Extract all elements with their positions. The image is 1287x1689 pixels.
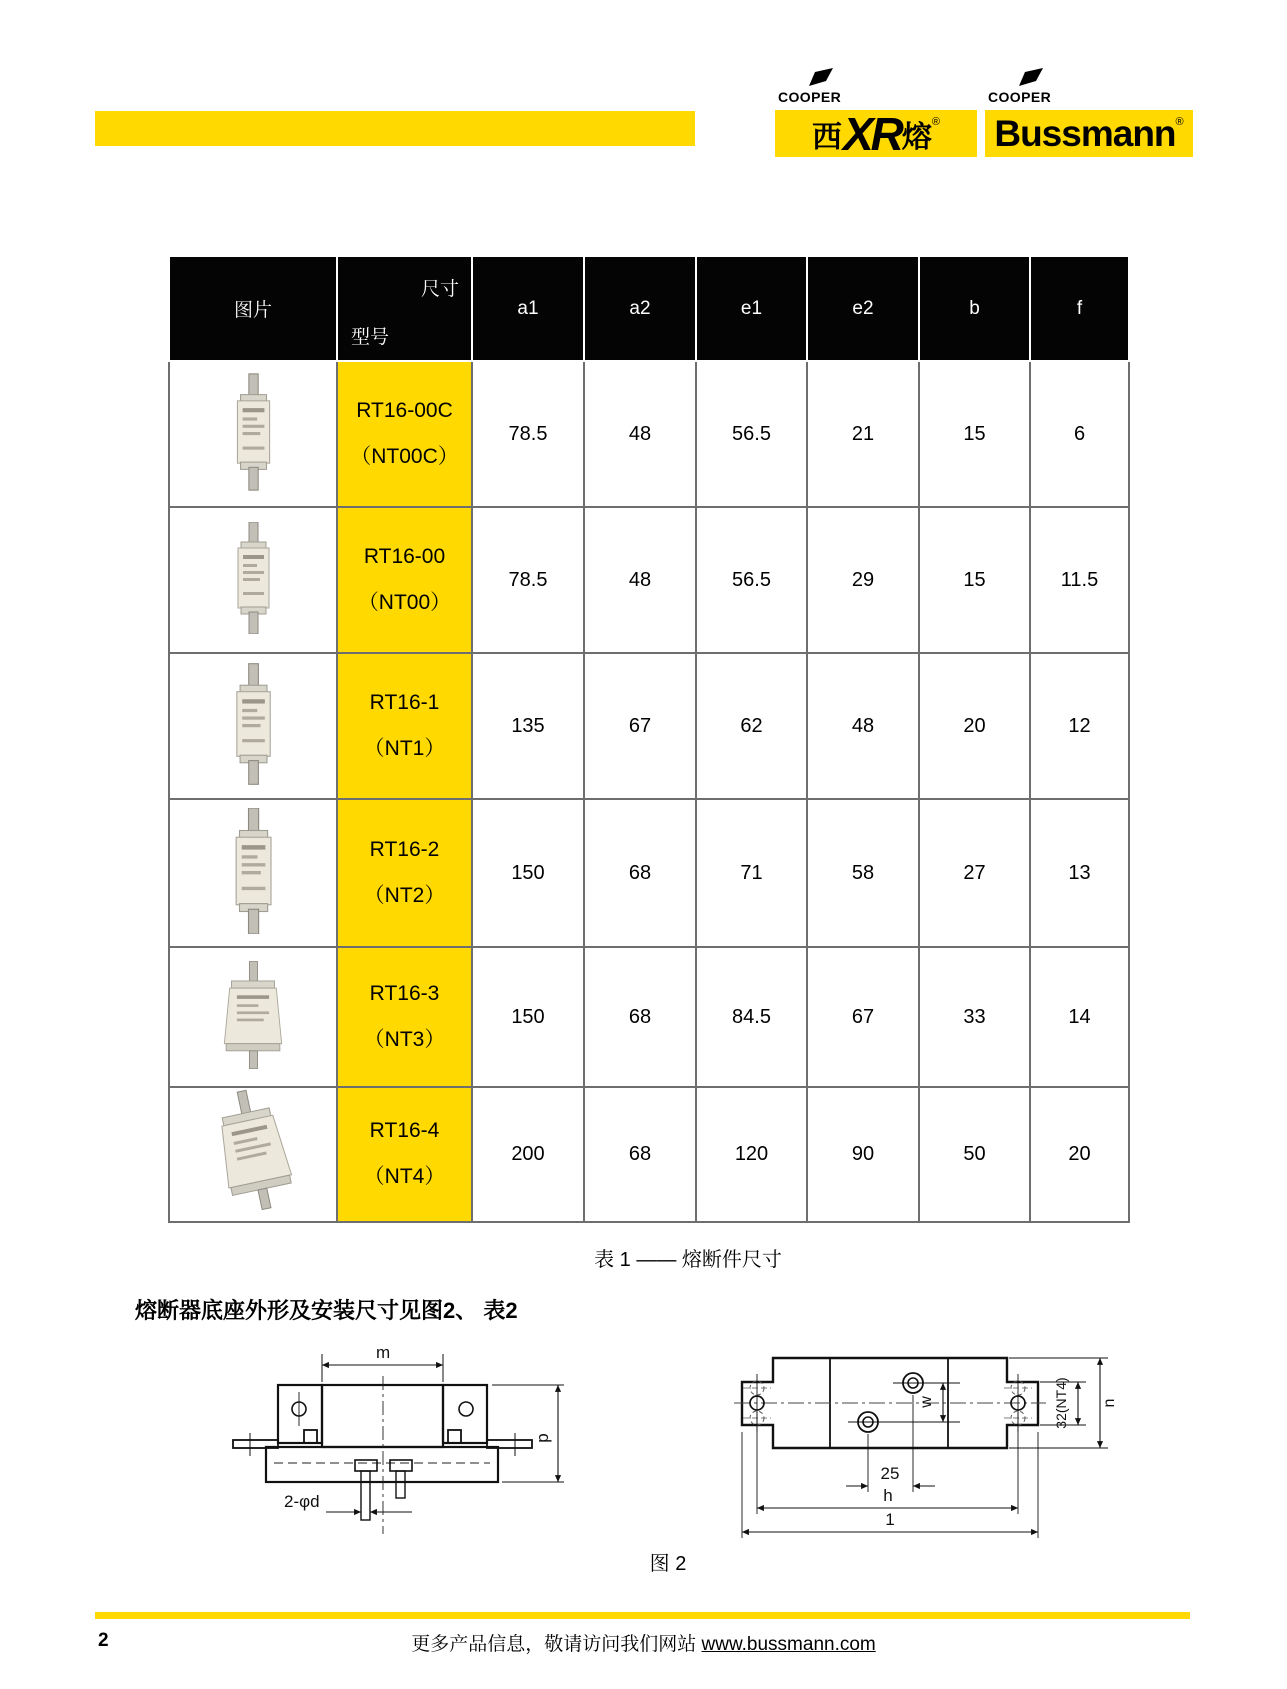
dim-f: 6: [1030, 361, 1129, 507]
dim-label-2-phi-d: 2-φd: [284, 1492, 320, 1511]
dim-a2: 48: [584, 507, 696, 653]
dim-e1: 71: [696, 799, 807, 947]
cooper-wordmark-left: COOPER: [778, 89, 842, 105]
table-row: [169, 799, 1129, 947]
table-row: [169, 507, 1129, 653]
top-yellow-bar: [95, 111, 695, 146]
bussmann-reg: ®: [1175, 115, 1184, 128]
model-cell: [337, 799, 472, 947]
dim-e2: 48: [807, 653, 919, 799]
table-row: [169, 653, 1129, 799]
photo-cell: [169, 361, 337, 507]
dim-a1: 150: [472, 799, 584, 947]
cooper-flag-icon: [1016, 68, 1046, 88]
dim-e2: 58: [807, 799, 919, 947]
dim-b: 15: [919, 507, 1030, 653]
photo-cell: [169, 947, 337, 1087]
dim-e1: 62: [696, 653, 807, 799]
section-heading: 熔断器底座外形及安装尺寸见图2、 表2: [135, 1298, 518, 1323]
photo-cell: [169, 1087, 337, 1222]
dim-b: 27: [919, 799, 1030, 947]
dim-a2: 48: [584, 361, 696, 507]
fuse-photo-rt16-2: [223, 808, 283, 934]
dim-label-h: h: [883, 1486, 893, 1505]
col-header-a2: a2: [584, 256, 696, 361]
dim-label-p: p: [533, 1433, 552, 1443]
col-header-corner: [337, 256, 472, 361]
table-header-row: [169, 256, 1129, 361]
corner-label-size: 尺寸: [420, 279, 459, 300]
dim-e1: 120: [696, 1087, 807, 1222]
dim-label-32nt4: 32(NT4): [1053, 1377, 1069, 1429]
footer-yellow-bar: [95, 1612, 1190, 1619]
dim-a1: 78.5: [472, 507, 584, 653]
dim-b: 15: [919, 361, 1030, 507]
fuse-photo-rt16-00: [227, 522, 279, 634]
fuse-photo-rt16-3: [210, 961, 296, 1069]
model-label: RT16-00: [363, 544, 446, 568]
dim-a2: 68: [584, 947, 696, 1087]
figure2-right-drawing: [650, 1342, 1120, 1547]
dim-e2: 29: [807, 507, 919, 653]
dim-a2: 67: [584, 653, 696, 799]
dim-a1: 78.5: [472, 361, 584, 507]
model-label: RT16-4: [369, 1119, 440, 1142]
nt-label: （NT2）: [363, 883, 446, 907]
model-cell: [337, 507, 472, 653]
model-label: RT16-2: [369, 837, 440, 861]
nt-label: （NT4）: [363, 1165, 446, 1188]
table-row: [169, 1087, 1129, 1222]
fuse-photo-rt16-4: [192, 1088, 314, 1216]
footer-text: 更多产品信息，敬请访问我们网站: [411, 1634, 702, 1655]
xr-logo-reg: ®: [931, 115, 940, 128]
dim-e1: 56.5: [696, 507, 807, 653]
dim-label-m: m: [376, 1343, 391, 1362]
xr-logo-cn-right: 熔: [901, 120, 932, 154]
fuse-dimension-table: [168, 255, 1130, 1223]
model-cell: [337, 653, 472, 799]
model-label: RT16-3: [369, 981, 440, 1005]
dim-e1: 56.5: [696, 361, 807, 507]
nt-label: （NT00C）: [350, 444, 459, 468]
figure2-left-drawing: [200, 1342, 570, 1542]
dim-b: 20: [919, 653, 1030, 799]
fuse-photo-rt16-00c: [226, 373, 280, 491]
model-cell: [337, 1087, 472, 1222]
table-row: [169, 947, 1129, 1087]
dim-f: 14: [1030, 947, 1129, 1087]
dim-label-w: w: [918, 1396, 935, 1408]
col-header-b: b: [919, 256, 1030, 361]
col-header-f: f: [1030, 256, 1129, 361]
dim-b: 50: [919, 1087, 1030, 1222]
dim-a1: 135: [472, 653, 584, 799]
col-header-image: 图片: [169, 256, 337, 361]
xr-rong-logo: [775, 107, 977, 160]
nt-label: （NT1）: [363, 736, 446, 760]
dim-a1: 150: [472, 947, 584, 1087]
bussmann-logo: [985, 110, 1193, 157]
dim-label-25: 25: [880, 1464, 900, 1483]
photo-cell: [169, 507, 337, 653]
footer-text-line: [0, 1629, 1287, 1656]
dim-a1: 200: [472, 1087, 584, 1222]
dim-f: 11.5: [1030, 507, 1129, 653]
model-cell: [337, 361, 472, 507]
cooper-flag-icon: [806, 68, 836, 88]
dim-label-l: 1: [885, 1510, 895, 1529]
dim-a2: 68: [584, 799, 696, 947]
nt-label: （NT3）: [363, 1027, 446, 1051]
dim-e2: 67: [807, 947, 919, 1087]
cooper-wordmark-right: COOPER: [988, 89, 1052, 105]
nt-label: （NT00）: [357, 590, 452, 614]
page-number: 2: [98, 1630, 109, 1651]
footer-website-link[interactable]: www.bussmann.com: [701, 1634, 876, 1655]
table-caption: 表 1 —— 熔断件尺寸: [594, 1249, 782, 1271]
dim-f: 13: [1030, 799, 1129, 947]
col-header-e1: e1: [696, 256, 807, 361]
dim-e1: 84.5: [696, 947, 807, 1087]
table-row: [169, 361, 1129, 507]
corner-label-model: 型号: [351, 327, 390, 348]
dim-label-n: n: [1101, 1398, 1118, 1408]
dim-e2: 21: [807, 361, 919, 507]
xr-logo-xr: XR: [842, 107, 901, 160]
photo-cell: [169, 799, 337, 947]
fuse-photo-rt16-1: [225, 663, 281, 785]
dim-f: 20: [1030, 1087, 1129, 1222]
photo-cell: [169, 653, 337, 799]
dim-b: 33: [919, 947, 1030, 1087]
model-label: RT16-1: [369, 690, 440, 714]
col-header-a1: a1: [472, 256, 584, 361]
dim-e2: 90: [807, 1087, 919, 1222]
model-label: RT16-00C: [356, 398, 453, 422]
xr-logo-cn-left: 西: [811, 120, 842, 154]
dim-f: 12: [1030, 653, 1129, 799]
model-cell: [337, 947, 472, 1087]
figure-caption: 图 2: [649, 1553, 687, 1575]
bussmann-wordmark: Bussmann: [994, 112, 1176, 154]
dim-a2: 68: [584, 1087, 696, 1222]
col-header-e2: e2: [807, 256, 919, 361]
